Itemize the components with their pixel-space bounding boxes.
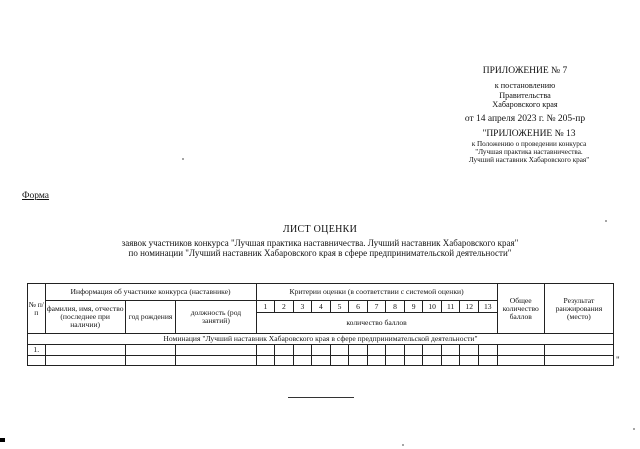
- footer-divider: [288, 397, 354, 398]
- cell-score: [293, 345, 312, 356]
- cell-total: [497, 356, 544, 366]
- cell-score: [330, 356, 349, 366]
- form-label: Форма: [22, 191, 50, 201]
- cell-score: [367, 345, 386, 356]
- appendix-header: [440, 66, 610, 125]
- criterion-number: 13: [478, 301, 497, 313]
- reference-header: [444, 129, 614, 165]
- table-row: [28, 356, 614, 366]
- scan-mark: [0, 438, 5, 442]
- reference-line3: Лучший наставник Хабаровского края": [468, 156, 590, 165]
- evaluation-table: [27, 283, 614, 366]
- reference-line2: "Лучшая практика наставничества.: [475, 148, 583, 157]
- cell-birth-year: [125, 356, 175, 366]
- criterion-number: 11: [441, 301, 460, 313]
- header-criteria: Критерии оценки (в соответствии с системой оценки): [256, 284, 497, 301]
- criterion-number: 1: [256, 301, 275, 313]
- nomination-row: Номинация "Лучший наставник Хабаровского края в сфере предпринимательской деятельности": [28, 334, 614, 345]
- reference-line1: к Положению о проведении конкурса: [471, 140, 587, 148]
- cell-score: [386, 356, 405, 366]
- header-name: фамилия, имя, отчество (последнее при наличии): [45, 301, 125, 334]
- cell-position: [176, 345, 256, 356]
- cell-score: [386, 345, 405, 356]
- cell-position: [176, 356, 256, 366]
- scan-speck: [605, 220, 607, 222]
- cell-score: [256, 356, 275, 366]
- cell-score: [423, 345, 442, 356]
- cell-rank: [544, 345, 613, 356]
- cell-score: [349, 345, 368, 356]
- table-row: [28, 345, 614, 356]
- criterion-number: 4: [312, 301, 331, 313]
- cell-score: [312, 345, 331, 356]
- cell-score: [478, 345, 497, 356]
- cell-score: [330, 345, 349, 356]
- criterion-number: 3: [293, 301, 312, 313]
- row-number: [28, 356, 46, 366]
- header-points: количество баллов: [256, 313, 497, 334]
- reference-title: "ПРИЛОЖЕНИЕ № 13: [482, 129, 576, 139]
- cell-rank: [544, 356, 613, 366]
- appendix-line2: Правительства: [499, 90, 551, 100]
- cell-score: [404, 345, 423, 356]
- cell-score: [275, 345, 294, 356]
- cell-score: [275, 356, 294, 366]
- criterion-number: 8: [386, 301, 405, 313]
- cell-score: [423, 356, 442, 366]
- scan-speck: [402, 444, 404, 446]
- appendix-date: от 14 апреля 2023 г. № 205-пр: [464, 113, 586, 124]
- row-number: 1.: [28, 345, 46, 356]
- subtitle-line1: заявок участников конкурса "Лучшая практика наставничества. Лучший наставник Хабаровского края": [121, 238, 519, 248]
- scan-speck: [633, 428, 635, 430]
- cell-score: [312, 356, 331, 366]
- header-total: Общее количество баллов: [497, 284, 544, 334]
- criterion-number: 12: [460, 301, 479, 313]
- cell-score: [256, 345, 275, 356]
- appendix-title: ПРИЛОЖЕНИЕ № 7: [482, 66, 568, 76]
- header-participant-info: Информация об участнике конкурса (наставнике): [45, 284, 256, 301]
- cell-score: [478, 356, 497, 366]
- cell-birth-year: [125, 345, 175, 356]
- cell-name: [45, 356, 125, 366]
- criterion-number: 2: [275, 301, 294, 313]
- cell-score: [404, 356, 423, 366]
- criterion-number: 7: [367, 301, 386, 313]
- cell-score: [441, 356, 460, 366]
- cell-score: [460, 356, 479, 366]
- header-rank: Результат ранжирования (место): [544, 284, 613, 334]
- cell-total: [497, 345, 544, 356]
- cell-score: [349, 356, 368, 366]
- closing-quote: ": [616, 355, 620, 365]
- cell-name: [45, 345, 125, 356]
- scan-speck: [182, 158, 184, 160]
- document-title: ЛИСТ ОЦЕНКИ: [282, 224, 358, 235]
- criterion-number: 9: [404, 301, 423, 313]
- header-position: должность (род занятий): [176, 301, 256, 334]
- cell-score: [460, 345, 479, 356]
- cell-score: [367, 356, 386, 366]
- appendix-line3: Хабаровского края: [492, 100, 558, 109]
- header-birth-year: год рождения: [125, 301, 175, 334]
- criterion-number: 10: [423, 301, 442, 313]
- cell-score: [293, 356, 312, 366]
- appendix-line1: к постановлению: [494, 81, 556, 90]
- criterion-number: 5: [330, 301, 349, 313]
- criterion-number: 6: [349, 301, 368, 313]
- header-num: № п/п: [28, 284, 46, 334]
- cell-score: [441, 345, 460, 356]
- subtitle-line2: по номинации "Лучший наставник Хабаровского края в сфере предпринимательской деятельности": [128, 248, 512, 258]
